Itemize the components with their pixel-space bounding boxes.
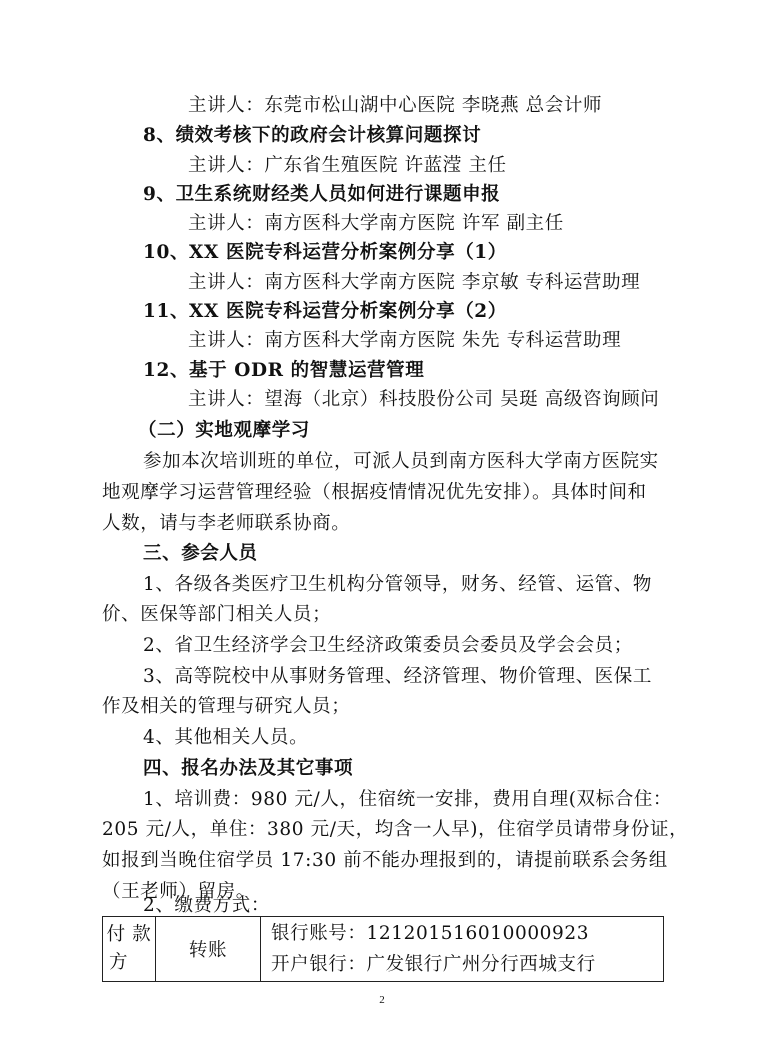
agenda-speaker-9: 主讲人：南方医科大学南方医院 许军 副主任 (188, 213, 564, 234)
payer-label-line1: 付 款 (106, 924, 152, 945)
agenda-speaker-11: 主讲人：南方医科大学南方医院 朱先 专科运营助理 (188, 330, 622, 351)
agenda-speaker-8: 主讲人：广东省生殖医院 许蓝滢 主任 (188, 155, 507, 176)
page-number: 2 (379, 994, 385, 1006)
payer-label-cell (103, 917, 156, 982)
section3-line-4: 3、高等院校中从事财务管理、经济管理、物价管理、医保工 (143, 666, 652, 687)
section4-line-4: （王老师）留房。 (102, 881, 255, 902)
agenda-speaker-7: 主讲人：东莞市松山湖中心医院 李晓燕 总会计师 (188, 95, 603, 116)
section4-line-5: 2、缴费方式： (143, 895, 270, 916)
payment-method-cell: 转账 (156, 917, 261, 982)
payer-label-line2: 方 (109, 952, 129, 973)
section2-line-2: 地观摩学习运营管理经验（根据疫情情况优先安排）。具体时间和 (102, 482, 647, 503)
agenda-speaker-12: 主讲人：望海（北京）科技股份公司 吴珽 高级咨询顾问 (188, 389, 660, 410)
payment-table (102, 916, 664, 982)
section4-line-1: 1、培训费：980 元/人，住宿统一安排，费用自理(双标合住： (143, 789, 673, 810)
agenda-item-10-title: 10、XX 医院专科运营分析案例分享（1） (143, 242, 507, 263)
section4-heading: 四、报名办法及其它事项 (143, 758, 354, 779)
section3-line-2: 价、医保等部门相关人员； (102, 604, 332, 625)
agenda-item-8-title: 8、绩效考核下的政府会计核算问题探讨 (143, 125, 482, 146)
agenda-item-9-title: 9、卫生系统财经类人员如何进行课题申报 (143, 184, 501, 205)
agenda-speaker-10: 主讲人：南方医科大学南方医院 李京敏 专科运营助理 (188, 272, 641, 293)
section3-line-5: 作及相关的管理与研究人员； (102, 696, 351, 717)
agenda-item-12-title: 12、基于 ODR 的智慧运营管理 (143, 360, 425, 381)
section3-heading: 三、参会人员 (143, 543, 258, 564)
agenda-item-11-title: 11、XX 医院专科运营分析案例分享（2） (143, 301, 507, 322)
payment-row (103, 917, 664, 982)
bank-account: 银行账号：121201516010000923 (271, 923, 590, 944)
section3-line-3: 2、省卫生经济学会卫生经济政策委员会委员及学会会员； (143, 635, 633, 656)
section4-line-2: 205 元/人，单住：380 元/天，均含一人早)，住宿学员请带身份证， (102, 819, 689, 840)
section3-line-1: 1、各级各类医疗卫生机构分管领导，财务、经管、运管、物 (143, 574, 652, 595)
section2-line-3: 人数，请与李老师联系协商。 (102, 513, 351, 534)
section2-heading: （二）实地观摩学习 (138, 420, 310, 441)
bank-info-cell (261, 917, 664, 982)
section2-line-1: 参加本次培训班的单位，可派人员到南方医科大学南方医院实 (143, 451, 659, 472)
section3-line-6: 4、其他相关人员。 (143, 727, 309, 748)
section4-line-3: 如报到当晚住宿学员 17:30 前不能办理报到的，请提前联系会务组 (102, 850, 668, 871)
bank-name: 开户银行：广发银行广州分行西城支行 (271, 954, 596, 975)
